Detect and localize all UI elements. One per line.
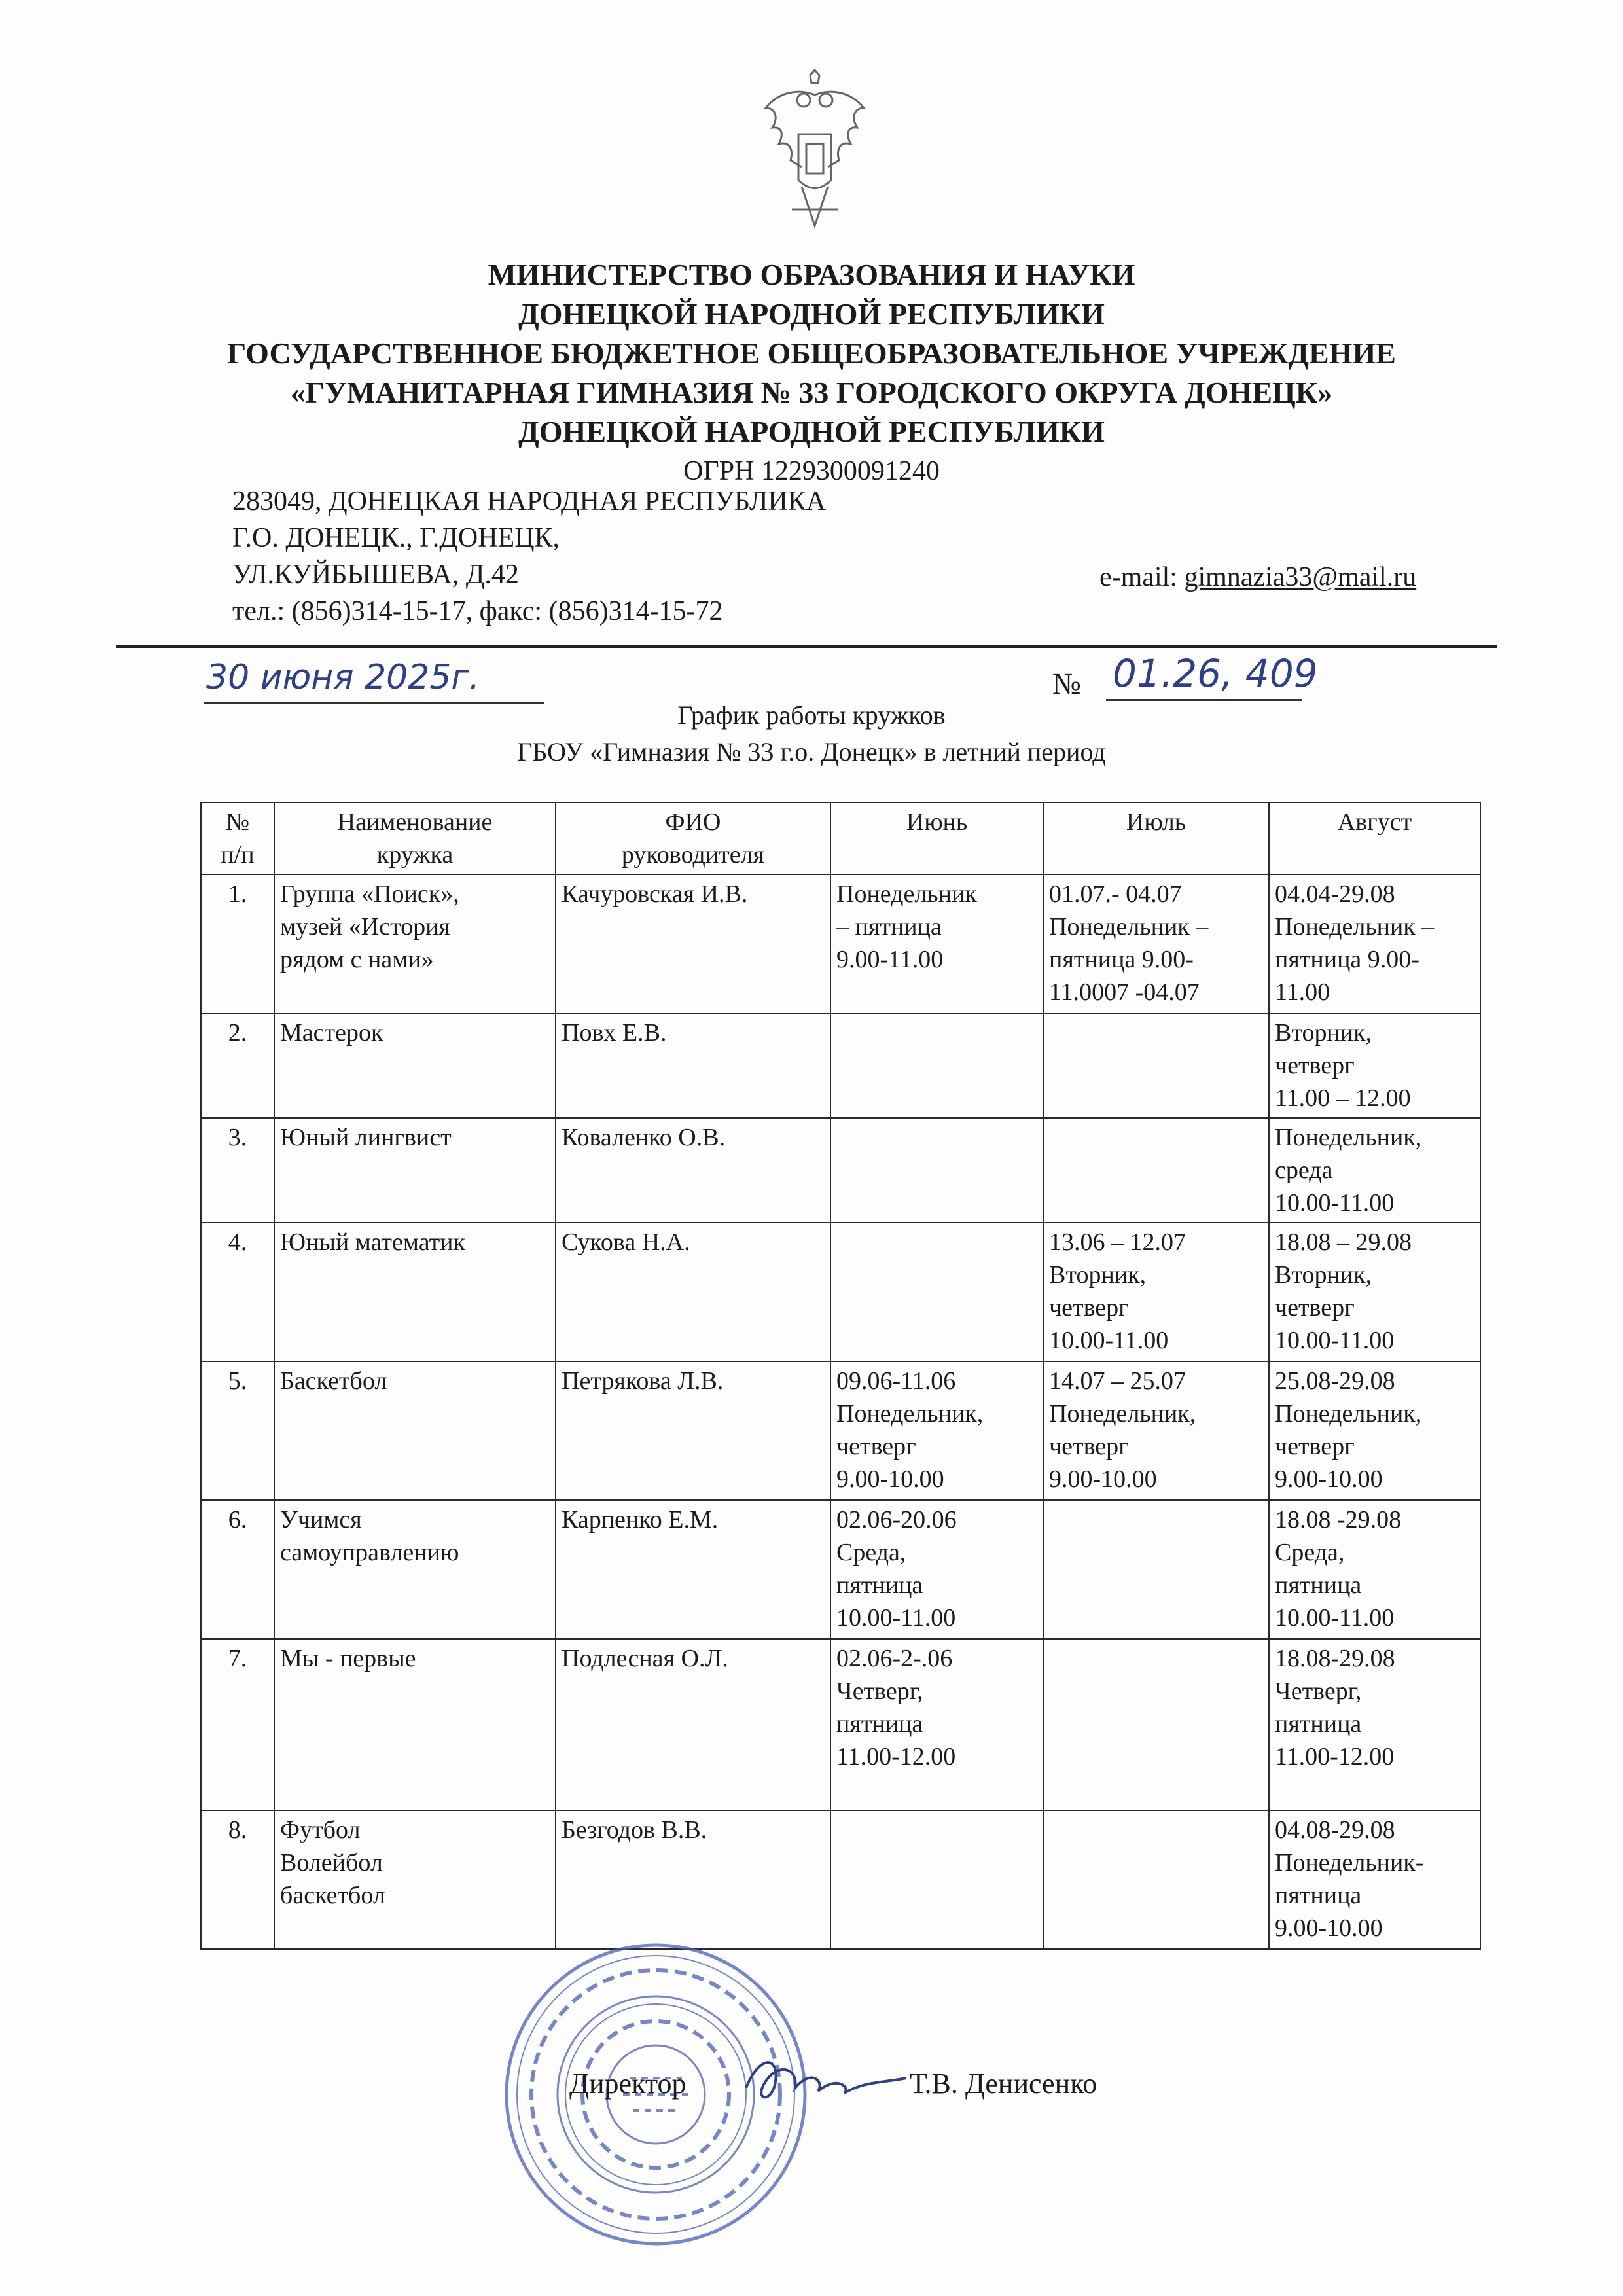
header-leader: ФИО руководителя bbox=[556, 802, 830, 874]
cell-july bbox=[1043, 1500, 1269, 1639]
cell-number: 8. bbox=[201, 1810, 274, 1949]
header-club-name: Наименование кружка bbox=[274, 802, 556, 874]
cell-club: Баскетбол bbox=[274, 1361, 556, 1500]
cell-june bbox=[830, 1118, 1043, 1223]
cell-august: Вторник, четверг 11.00 – 12.00 bbox=[1269, 1013, 1480, 1118]
cell-july: 14.07 – 25.07 Понедельник, четверг 9.00-10.00 bbox=[1043, 1361, 1269, 1500]
cell-leader: Карпенко Е.М. bbox=[556, 1500, 830, 1639]
table-header-row bbox=[201, 802, 1480, 874]
schedule-table bbox=[200, 802, 1481, 1950]
letterhead bbox=[0, 255, 1623, 491]
cell-leader: Коваленко О.В. bbox=[556, 1118, 830, 1223]
cell-august: 18.08-29.08 Четверг, пятница 11.00-12.00 bbox=[1269, 1639, 1480, 1810]
cell-number: 3. bbox=[201, 1118, 274, 1223]
address-line-1: 283049, ДОНЕЦКАЯ НАРОДНАЯ РЕСПУБЛИКА bbox=[232, 486, 827, 516]
cell-july bbox=[1043, 1013, 1269, 1118]
cell-club: Мастерок bbox=[274, 1013, 556, 1118]
cell-number: 7. bbox=[201, 1639, 274, 1810]
document-title bbox=[0, 697, 1623, 770]
director-name: Т.В. Денисенко bbox=[910, 2068, 1097, 2100]
number-label: № bbox=[1052, 667, 1081, 700]
cell-june bbox=[830, 1223, 1043, 1361]
email-label: e-mail: bbox=[1099, 562, 1185, 592]
coat-of-arms-icon bbox=[753, 69, 877, 239]
cell-june bbox=[830, 1810, 1043, 1949]
cell-august: 18.08 – 29.08 Вторник, четверг 10.00-11.00 bbox=[1269, 1223, 1480, 1361]
header-july: Июль bbox=[1043, 802, 1269, 874]
email-line bbox=[1099, 562, 1416, 593]
signature-icon bbox=[740, 2042, 910, 2114]
title-line-2: ГБОУ «Гимназия № 33 г.о. Донецк» в летний период bbox=[517, 737, 1106, 766]
cell-july: 13.06 – 12.07 Вторник, четверг 10.00-11.00 bbox=[1043, 1223, 1269, 1361]
cell-june: Понедельник – пятница 9.00-11.00 bbox=[830, 874, 1043, 1013]
table-row bbox=[201, 874, 1480, 1013]
cell-club: Группа «Поиск», музей «История рядом с нами» bbox=[274, 874, 556, 1013]
address-line-3: УЛ.КУЙБЫШЕВА, Д.42 bbox=[232, 560, 519, 590]
cell-leader: Сукова Н.А. bbox=[556, 1223, 830, 1361]
cell-august: 04.04-29.08 Понедельник – пятница 9.00- 11.00 bbox=[1269, 874, 1480, 1013]
table-row bbox=[201, 1500, 1480, 1639]
table-row bbox=[201, 1013, 1480, 1118]
cell-june: 02.06-2-.06 Четверг, пятница 11.00-12.00 bbox=[830, 1639, 1043, 1810]
email-link[interactable]: gimnazia33@mail.ru bbox=[1184, 562, 1417, 592]
signature-block bbox=[569, 2067, 1097, 2100]
cell-club: Мы - первые bbox=[274, 1639, 556, 1810]
republic-line: ДОНЕЦКОЙ НАРОДНОЙ РЕСПУБЛИКИ bbox=[518, 297, 1105, 331]
republic-line-2: ДОНЕЦКОЙ НАРОДНОЙ РЕСПУБЛИКИ bbox=[518, 415, 1105, 448]
cell-august: Понедельник, среда 10.00-11.00 bbox=[1269, 1118, 1480, 1223]
cell-leader: Безгодов В.В. bbox=[556, 1810, 830, 1949]
table-row bbox=[201, 1361, 1480, 1500]
cell-june: 09.06-11.06 Понедельник, четверг 9.00-10.00 bbox=[830, 1361, 1043, 1500]
cell-july bbox=[1043, 1118, 1269, 1223]
institution-name-line: «ГУМАНИТАРНАЯ ГИМНАЗИЯ № 33 ГОРОДСКОГО ОКРУГА ДОНЕЦК» bbox=[290, 376, 1333, 409]
registration-number: 01.26, 409 bbox=[1113, 651, 1318, 696]
director-title: Директор bbox=[569, 2068, 687, 2100]
cell-july bbox=[1043, 1639, 1269, 1810]
cell-august: 18.08 -29.08 Среда, пятница 10.00-11.00 bbox=[1269, 1500, 1480, 1639]
cell-number: 1. bbox=[201, 874, 274, 1013]
cell-club: Учимся самоуправлению bbox=[274, 1500, 556, 1639]
institution-type-line: ГОСУДАРСТВЕННОЕ БЮДЖЕТНОЕ ОБЩЕОБРАЗОВАТЕЛЬНОЕ УЧРЕЖДЕНИЕ bbox=[227, 336, 1396, 370]
phone-fax-line: тел.: (856)314-15-17, факс: (856)314-15-72 bbox=[232, 596, 723, 626]
cell-july: 01.07.- 04.07 Понедельник – пятница 9.00- 11.0007 -04.07 bbox=[1043, 874, 1269, 1013]
title-line-1: График работы кружков bbox=[677, 700, 946, 730]
cell-club: Юный лингвист bbox=[274, 1118, 556, 1223]
header-number: № п/п bbox=[201, 802, 274, 874]
cell-june: 02.06-20.06 Среда, пятница 10.00-11.00 bbox=[830, 1500, 1043, 1639]
cell-leader: Подлесная О.Л. bbox=[556, 1639, 830, 1810]
ogrn: ОГРН 1229300091240 bbox=[683, 456, 940, 486]
header-june: Июнь bbox=[830, 802, 1043, 874]
table-row bbox=[201, 1223, 1480, 1361]
registration-date: 30 июня 2025г. bbox=[206, 658, 480, 697]
cell-august: 04.08-29.08 Понедельник- пятница 9.00-10.00 bbox=[1269, 1810, 1480, 1949]
cell-club: Юный математик bbox=[274, 1223, 556, 1361]
cell-leader: Петрякова Л.В. bbox=[556, 1361, 830, 1500]
cell-august: 25.08-29.08 Понедельник, четверг 9.00-10.00 bbox=[1269, 1361, 1480, 1500]
cell-june bbox=[830, 1013, 1043, 1118]
table-row bbox=[201, 1639, 1480, 1810]
cell-club: Футбол Волейбол баскетбол bbox=[274, 1810, 556, 1949]
cell-number: 4. bbox=[201, 1223, 274, 1361]
cell-leader: Повх Е.В. bbox=[556, 1013, 830, 1118]
header-divider bbox=[116, 645, 1497, 648]
cell-july bbox=[1043, 1810, 1269, 1949]
cell-number: 6. bbox=[201, 1500, 274, 1639]
table-row bbox=[201, 1810, 1480, 1949]
cell-number: 5. bbox=[201, 1361, 274, 1500]
cell-leader: Качуровская И.В. bbox=[556, 874, 830, 1013]
ministry-line: МИНИСТЕРСТВО ОБРАЗОВАНИЯ И НАУКИ bbox=[488, 258, 1135, 291]
address-line-2: Г.О. ДОНЕЦК., Г.ДОНЕЦК, bbox=[232, 523, 560, 553]
header-august: Август bbox=[1269, 802, 1480, 874]
table-row bbox=[201, 1118, 1480, 1223]
cell-number: 2. bbox=[201, 1013, 274, 1118]
